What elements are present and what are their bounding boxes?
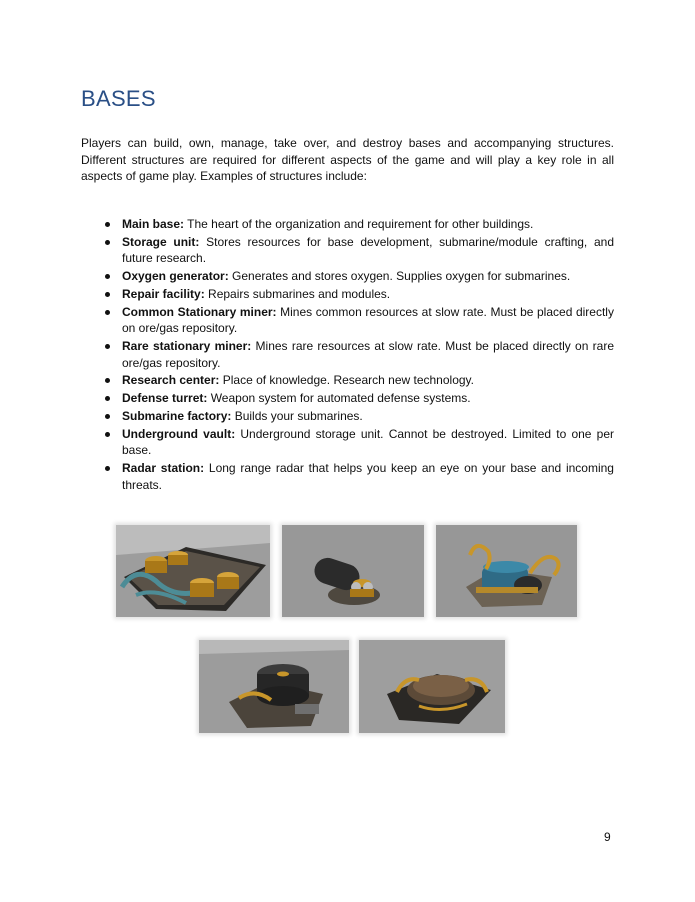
main-base-render-image (116, 525, 270, 617)
page-number: 9 (604, 830, 611, 844)
list-item (81, 234, 614, 267)
bullet-dot-icon (105, 396, 110, 401)
bullet-dot-icon (105, 378, 110, 383)
structure-name: Radar station: (122, 461, 205, 476)
bullet-dot-icon (105, 274, 110, 279)
structure-description: Generates and stores oxygen. Supplies oxygen for submarines. (228, 269, 571, 284)
structure-name: Repair facility: (122, 286, 205, 301)
list-item (81, 426, 614, 459)
bullet-dot-icon (105, 310, 110, 315)
bullet-dot-icon (105, 240, 110, 245)
list-item (81, 216, 614, 233)
oxygen-generator-render-image (282, 525, 424, 617)
structure-name: Storage unit: (122, 234, 200, 249)
structure-description: Place of knowledge. Research new technology. (219, 373, 474, 388)
structure-description: Mines common resources at slow rate. Must be placed directly on ore/gas repository. (122, 304, 614, 336)
structure-name: Submarine factory: (122, 409, 232, 424)
structure-description: Mines rare resources at slow rate. Must be placed directly on rare ore/gas repository. (122, 339, 614, 370)
structure-name: Common Stationary miner: (122, 304, 277, 319)
list-item (81, 286, 614, 303)
structure-name: Main base: (122, 217, 185, 231)
structure-description: The heart of the organization and requirement for other buildings. (184, 217, 534, 231)
bullet-dot-icon (105, 432, 110, 437)
structure-list (81, 216, 614, 495)
page-title: BASES (81, 86, 156, 111)
list-item (81, 390, 614, 407)
common-miner-render-image (359, 640, 505, 733)
structure-name: Underground vault: (122, 426, 236, 441)
structure-description: Stores resources for base development, submarine/module crafting, and future research. (122, 234, 614, 266)
repair-facility-render-image (436, 525, 577, 617)
bullet-dot-icon (105, 222, 110, 227)
list-item (81, 372, 614, 389)
structure-name: Oxygen generator: (122, 269, 229, 284)
structure-description: Repairs submarines and modules. (204, 286, 391, 301)
bullet-dot-icon (105, 466, 110, 471)
list-item (81, 268, 614, 285)
research-center-render-image (199, 640, 349, 733)
structure-name: Research center: (122, 373, 220, 388)
bullet-dot-icon (105, 292, 110, 297)
structure-name: Rare stationary miner: (122, 339, 252, 354)
list-item (81, 408, 614, 425)
list-item (81, 338, 614, 371)
structure-description: Weapon system for automated defense systems. (207, 391, 471, 406)
structure-name: Defense turret: (122, 391, 208, 406)
list-item (81, 304, 614, 337)
intro-paragraph: Players can build, own, manage, take over, and destroy bases and accompanying structures. Different structures are required for different aspects of the game and will play a key role in all aspects of game play. Examples of structures include: (81, 136, 614, 183)
structure-description: Underground storage unit. Cannot be destroyed. Limited to one per base. (122, 426, 614, 458)
bullet-dot-icon (105, 414, 110, 419)
structure-description: Long range radar that helps you keep an eye on your base and incoming threats. (122, 461, 614, 492)
structure-description: Builds your submarines. (231, 409, 363, 424)
bullet-dot-icon (105, 344, 110, 349)
list-item (81, 460, 614, 493)
